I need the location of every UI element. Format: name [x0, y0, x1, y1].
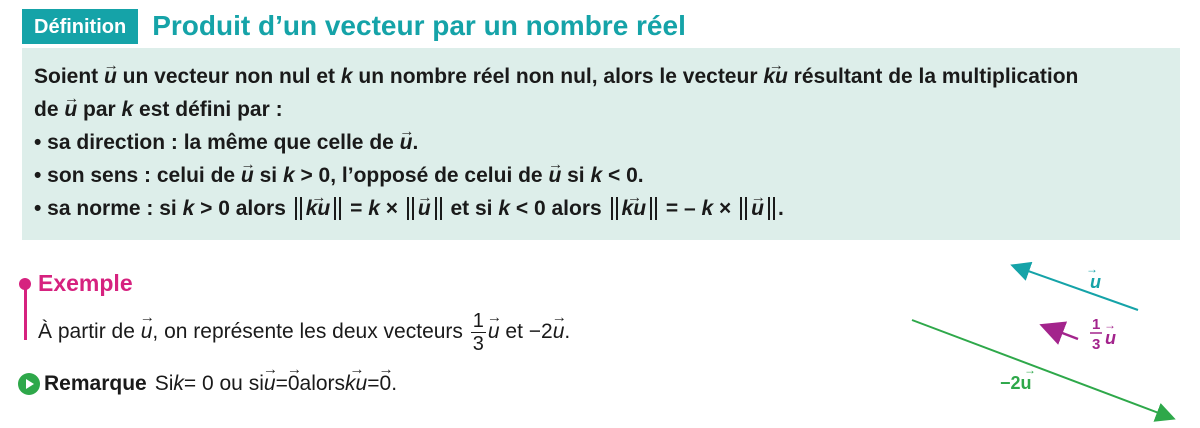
vector-u: → u — [548, 159, 561, 192]
text: À partir de — [38, 320, 141, 344]
vector-third-u-arrow — [1044, 326, 1078, 339]
text: • sa norme : si — [34, 197, 183, 220]
text: . — [564, 320, 571, 344]
norm-ku — [295, 197, 342, 220]
vector-u: → u — [241, 159, 254, 192]
var-k: k — [282, 164, 295, 187]
var-k: k — [368, 197, 380, 220]
arrow-mark: → — [1024, 363, 1036, 377]
definition-line-2 — [34, 93, 1174, 126]
vector-u: → u — [553, 320, 565, 344]
text: Si — [154, 372, 174, 395]
var-k: k — [182, 197, 195, 220]
example-bar — [24, 286, 27, 340]
vector-ku: → ku — [763, 60, 788, 93]
vector-ku: → ku — [306, 192, 331, 225]
var-k: k — [121, 98, 134, 121]
text: et −2 — [499, 320, 553, 344]
text: . — [412, 131, 419, 154]
text: > 0 alors — [194, 197, 292, 220]
definition-line-4 — [34, 159, 1174, 192]
label-minus-2u: −2u — [1000, 373, 1032, 393]
text: si — [253, 164, 283, 187]
vector-ku: → ku — [622, 192, 647, 225]
var-k: k — [701, 197, 714, 220]
arrow-mark: → — [1086, 262, 1098, 276]
text: × — [713, 197, 738, 220]
text: Soient — [34, 65, 105, 88]
definition-badge: Définition — [22, 9, 138, 44]
numerator: 1 — [472, 310, 484, 332]
text: < 0 alors — [510, 197, 608, 220]
vector-u: → u — [488, 320, 500, 344]
var-k: k — [498, 197, 511, 220]
vector-u: → u — [751, 192, 764, 225]
norm-u — [740, 197, 775, 220]
text: = – — [660, 197, 702, 220]
vector-minus-2u-arrow — [912, 320, 1172, 418]
text: • son sens : celui de — [34, 164, 241, 187]
vector-u: → u — [141, 320, 153, 344]
vector-figure — [900, 258, 1190, 424]
label-u: u — [1090, 272, 1101, 292]
text: < 0. — [602, 164, 644, 187]
remark — [18, 372, 397, 396]
text: = — [344, 197, 369, 220]
norm-ku — [611, 197, 658, 220]
var-k: k — [590, 164, 603, 187]
definition-title: Produit d’un vecteur par un nombre réel — [152, 10, 686, 41]
definition-line-5 — [34, 192, 1174, 225]
zero-vector: → 0 — [380, 372, 392, 396]
definition-box — [22, 48, 1180, 240]
vector-u: → u — [400, 126, 413, 159]
label-third-num: 1 — [1092, 316, 1101, 333]
text: • sa direction : la même que celle de — [34, 131, 400, 154]
var-k: k — [173, 372, 184, 395]
arrow-mark: → — [1104, 318, 1116, 332]
var-k: k — [340, 65, 353, 88]
definition-text — [34, 60, 1174, 225]
vector-u: → u — [104, 60, 117, 93]
text: résultant de la multiplication — [787, 65, 1079, 88]
text: de — [34, 98, 65, 121]
text: . — [777, 197, 784, 220]
example-text — [38, 310, 570, 355]
text: est défini par : — [133, 98, 283, 121]
text: par — [77, 98, 122, 121]
norm-u — [407, 197, 442, 220]
text: un vecteur non nul et — [116, 65, 341, 88]
text: et si — [444, 197, 499, 220]
definition-line-3 — [34, 126, 1174, 159]
text: alors — [299, 372, 346, 395]
text: . — [391, 372, 398, 395]
play-icon — [18, 373, 40, 395]
text: = — [275, 372, 288, 395]
example-title: Exemple — [38, 270, 133, 296]
vector-u: → u — [64, 93, 77, 126]
text: = 0 ou si — [183, 372, 264, 395]
remark-label: Remarque — [44, 372, 147, 395]
vector-u: → u — [264, 372, 276, 396]
label-third-den: 3 — [1092, 336, 1101, 353]
text: > 0, l’opposé de celui de — [294, 164, 549, 187]
text: = — [367, 372, 380, 395]
denominator: 3 — [472, 333, 484, 355]
vector-ku: → ku — [345, 372, 367, 396]
text: vecteur — [682, 65, 764, 88]
text: × — [379, 197, 404, 220]
vector-u: → u — [418, 192, 431, 225]
label-third-u: u — [1105, 328, 1116, 348]
fraction-one-third — [471, 310, 486, 355]
vector-u-arrow — [1014, 266, 1138, 310]
text: si — [561, 164, 591, 187]
zero-vector: → 0 — [288, 372, 300, 396]
definition-line-1 — [34, 60, 1174, 93]
text: un nombre réel non nul, alors le — [352, 65, 683, 88]
definition-header — [22, 8, 686, 44]
text: , on représente les deux vecteurs — [152, 320, 469, 344]
